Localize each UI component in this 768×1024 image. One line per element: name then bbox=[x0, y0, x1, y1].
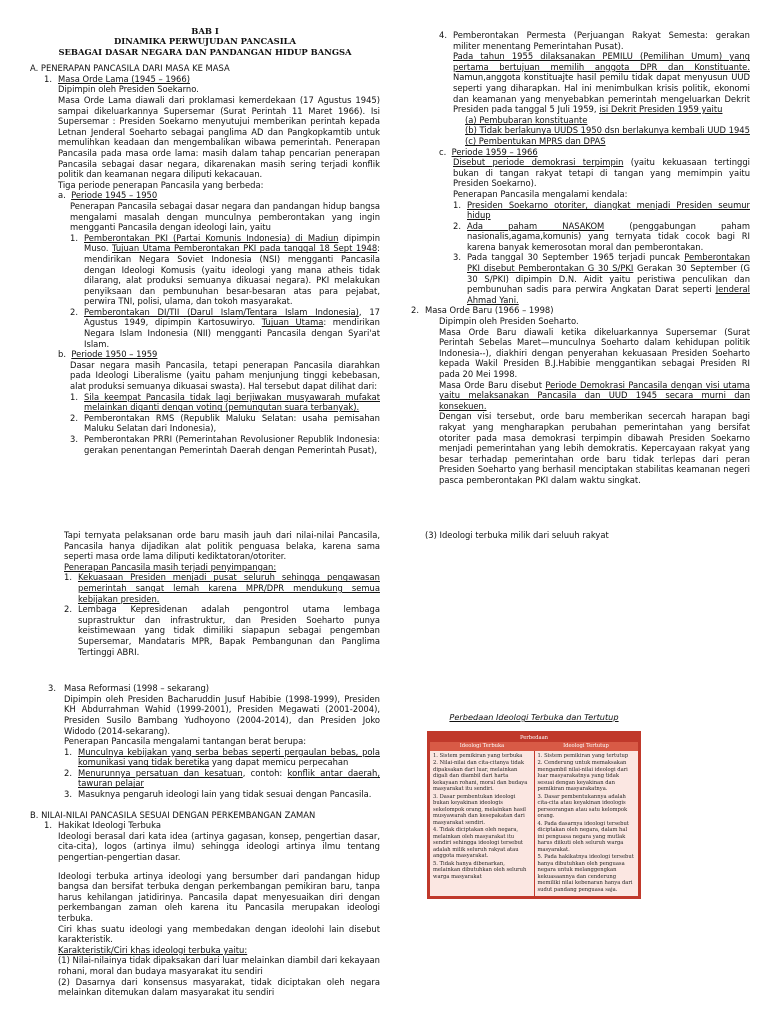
section-title-reformasi: Masa Reformasi (1998 – sekarang) bbox=[64, 683, 210, 694]
page-1 bbox=[0, 0, 768, 504]
list-item: 1. Sila keempat Pancasila tidak lagi berjiwakan musyawarah mufakat melainkan diganti dengan voting (pemungutan suara terbanyak). 2. Pemberontakan RMS (Republik Maluku Selatan: usaha pemisahan Maluku Selatan dari Indonesia), 3. Pemberontakan PRRI (Pemerintahan Revolusioner Republik Indonesia: gerakan penentangan Pemerintah Daerah dengan Pemerintah Pusat), bbox=[70, 391, 380, 455]
paragraph: Masa Orde Baru disebut Periode Demokrasi Pancasila dengan visi utama yaitu melaksanakan Pancasila dan UUD 1945 secara murni dan konsekuen. bbox=[439, 379, 750, 411]
paragraph: Penerapan Pancasila mengalami kendala: bbox=[453, 188, 628, 199]
section-title-orde-lama: Masa Orde Lama (1945 – 1966) bbox=[58, 73, 190, 84]
list-item: 3. Masa Reformasi (1998 – sekarang) bbox=[48, 683, 210, 694]
chapter-title-line1: DINAMIKA PERWUJUDAN PANCASILA bbox=[114, 36, 296, 47]
paragraph: Karakteristik/Ciri khas ideologi terbuka yaitu: bbox=[58, 944, 248, 955]
column-closed: 1. Sistem pemikiran yang tertutup 2. Cenderung untuk memaksakan mengambil nilai-nilai ideologi dari luar masyarakatnya yang tidak sesuai dengan keyakinan dan pemikiran masyarakatnya. 3. Dasar pembentukannya adalah cita-cita atau keyakinan ideologis perseorangan atau satu kelompok orang. 4. Pada dasarnya ideologi tersebut diciptakan oleh negara, dalam hal ini penguasa negara yang mutlak harus diikuti oleh seluruh warga masyarakat. 5. Pada hakikatnya ideologi tersebut hanya dibutuhkan oleh penguasa negara untuk melanggengkan kekuasaannya dan cenderung memiliki nilai kebenaran hanya dari sudut pandang penguasa saja. bbox=[537, 752, 634, 893]
page2-left-column bbox=[30, 530, 380, 998]
list-item: 1. Presiden Soekarno otoriter, diangkat menjadi Presiden seumur hidup 2. Ada paham NASAKOM (penggabungan paham nasionalis,agama,komunis) yang ternyata tidak cocok bagi RI karena banyak kemerosotan moral dan pemberontakan. 3. Pada tanggal 30 September 1965 terjadi puncak Pemberontakan PKI disebut Pemberontakan G 30 S/PKI Gerakan 30 September (G 30 S/PKI) dipimpin D.N. Aidit yaitu peristiwa penculikan dan pembunuhan sadis para perwira Angkatan Darat seperti Jenderal Ahmad Yani. bbox=[453, 199, 751, 305]
chapter-label: BAB I bbox=[191, 26, 219, 36]
table bbox=[427, 731, 641, 900]
hakikat-title: Hakikat Ideologi Terbuka bbox=[58, 820, 161, 831]
ideology-comparison-table bbox=[427, 712, 641, 899]
page1-right-column bbox=[411, 30, 751, 486]
paragraph: Tiga periode penerapan Pancasila yang berbeda: bbox=[58, 179, 264, 190]
list-item: (1) Nilai-nilainya tidak dipaksakan dari luar melainkan diambil dari kekayaan rohani, moral dan budaya masyarakat itu sendiri bbox=[58, 955, 380, 976]
paragraph: Disebut periode demokrasi terpimpin (yaitu kekuasaan tertinggi bukan di tangan rakyat tetapi di tangan yang memimpin yaitu Presiden Soekarno). bbox=[453, 157, 750, 189]
table-title: Perbedaan Ideologi Terbuka dan Tertutup bbox=[449, 712, 619, 722]
column-header-closed: Ideologi Tertutup bbox=[563, 743, 609, 750]
decree-item: (b) Tidak berlakunya UUDS 1950 dsn berlakunya kembali UUD 1945 bbox=[465, 125, 750, 136]
list-item: 1. Munculnya kebijakan yang serba bebas seperti pergaulan bebas, pola komunikasi yang tidak beretika yang dapat memicu perpecahan 2. Menurunnya persatuan dan kesatuan, contoh: konflik antar daerah, tawuran pelajar 3. Masuknya pengaruh ideologi lain yang tidak sesuai dengan Pancasila. bbox=[64, 746, 380, 800]
paragraph: Dipimpin oleh Presiden Bacharuddin Jusuf Habibie (1998-1999), Presiden KH Abdurrahman Wahid (1999-2001), Presiden Megawati (2001-2004), Presiden Susilo Bambang Yudhoyono (2004-2014), dan Presiden Joko Widodo (2014-sekarang). bbox=[64, 693, 380, 736]
paragraph: Ideologi berasal dari kata idea (artinya gagasan, konsep, pengertian dasar, cita-cita), logos (artinya ilmu) sehingga ideologi artinya ilmu tentang pengertian-pengertian dasar. bbox=[58, 830, 380, 863]
column-header-open: Ideologi Terbuka bbox=[459, 743, 505, 750]
page1-left-column bbox=[30, 26, 380, 455]
list-item: 4. Pemberontakan Permesta (Perjuangan Rakyat Semesta: gerakan militer menentang Pemerintahan Pusat). bbox=[439, 30, 750, 51]
column-open: 1. Sistem pemikiran yang terbuka 2. Nilai-nilai dan cita-citanya tidak dipaksakan dari luar, melainkan digali dan diambil dari harta kekayaan rohani, moral dan budaya masyarakat itu sendiri. 3. Dasar pembentukan ideologi bukan keyakinan ideologis sekelompok orang, melainkan hasil musyawarah dan kesepakatan dari masyarakat sendiri. 4. Tidak diciptakan oleh negara, melainkan oleh masyarakat itu sendiri sehingga ideologi tersebut adalah milik seluruh rakyat atau anggota masyarakat. 5. Tidak hanya dibenarkan, melainkan dibutuhkan oleh seluruh warga masyarakat bbox=[430, 751, 535, 897]
period-title: Periode 1959 – 1966 bbox=[451, 146, 538, 157]
list-item: c. Periode 1959 – 1966 bbox=[439, 146, 538, 157]
paragraph: Masa Orde Lama diawali dari proklamasi kemerdekaan (17 Agustus 1945) sampai dikeluarkannya Supersemar (Surat Perintah 11 Maret 1966). Isi Supersemar : Presiden Soekarno menyutujui memberikan perintah kepada Letnan Jenderal Soeharto sebagai panglima AD dan Pangkopkamtib untuk memulihkan keadaan dan mengembalikan wibawa pemerintah. Penerapan Pancasila pada masa orde lama: masih dalam tahap pencarian penerapan Pancasila sebagai dasar negara, dikarenakan masih sering terjadi konflik politik dan keamanan negara diliputi kekacauan. bbox=[58, 95, 380, 180]
paragraph: Dipimpin oleh Presiden Soeharto. bbox=[439, 316, 579, 327]
paragraph: Tapi ternyata pelaksanan orde baru masih jauh dari nilai-nilai Pancasila, Pancasila hanya dijadikan alat politik penguasa belaka, karena sama seperti masa orde lama diliputi kediktatoran/otoriter. bbox=[64, 530, 380, 562]
paragraph: Dipimpin oleh Presiden Soekarno. bbox=[58, 84, 199, 95]
list-item: 2. Masa Orde Baru (1966 – 1998) bbox=[411, 305, 554, 316]
list-item: (2) Dasarnya dari konsensus masyarakat, tidak diciptakan oleh negara melainkan ditemukan dalam masyarakat itu sendiri bbox=[58, 976, 380, 998]
list-item: 1. Pemberontakan PKI (Partai Komunis Indonesia) di Madiun dipimpin Muso. Tujuan Utama Pemberontakan PKI pada tanggal 18 Sept 1948: mendirikan Negara Soviet Indonesia (NSI) mengganti Pancasila dengan Ideologi Komusis (yaitu ideologi yang mana atheis tidak dilarang, alat produksi semuanya dikuasai negara). PKI melakukan penyiksaan dan pembunuhan besar-besaran atas para pejabat, perwira TNI, polisi, ulama, dan tokoh masyarakat. 2. Pemberontakan DI/TII (Darul Islam/Tentara Islam Indonesia), 17 Agustus 1949, dipimpin Kartosuwiryo. Tujuan Utama: mendirikan Negara Islam Indonesia (NII) mengganti Pancasila dengan Syari'at Islam. bbox=[70, 232, 381, 349]
paragraph: Ideologi terbuka artinya ideologi yang bersumber dari pandangan hidup bangsa dan bersifat terbuka dengan perkembangan pemikiran baru, tanpa harus kehilangan jatidirinya. Pancasila dapat menyesuaikan diri dengan perkembangan zaman oleh karena itu Pancasila merupakan ideologi terbuka. bbox=[58, 870, 380, 923]
table-column-headers bbox=[430, 742, 638, 751]
table-header: Perbedaan bbox=[430, 734, 638, 743]
section-a-heading: A. PENERAPAN PANCASILA DARI MASA KE MASA bbox=[30, 63, 230, 74]
section-b-heading: B. NILAI-NILAI PANCASILA SESUAI DENGAN PERKEMBANGAN ZAMAN bbox=[30, 809, 316, 820]
page-separator bbox=[0, 504, 768, 520]
table-row bbox=[430, 751, 638, 897]
page-2 bbox=[0, 520, 768, 1024]
paragraph: Masa Orde Baru diawali ketika dikeluarkannya Supersemar (Surat Perintah Sebelas Maret—munculnya Soeharto dalam kehidupan politik Indonesia--), diakhiri dengan penyerahan kekuasaan Presiden Soeharto kepada Wakil Presiden B.J.Habibie menggantikan sebagai Presiden RI pada 20 Mei 1998. bbox=[439, 326, 750, 379]
decree-item: (a) Pembubaran konstituante bbox=[465, 114, 588, 125]
list-item: (3) Ideologi terbuka milik dari seluuh rakyat bbox=[425, 530, 609, 540]
paragraph: Penerapan Pancasila masih terjadi penyimpangan: bbox=[64, 561, 277, 572]
paragraph: Dasar negara masih Pancasila, tetapi penerapan Pancasila diarahkan pada Ideologi Liberalisme (yaitu paham menjunjung tinggi kebebasan, alat produksi semuanya dikuasai swasta). Hal tersebut dapat dilihat dari: bbox=[70, 359, 380, 392]
list-item: 1. Hakikat Ideologi Terbuka bbox=[44, 820, 161, 831]
paragraph: Pada tahun 1955 dilaksanakan PEMILU (Pemilihan Umum) yang pertama bertujuan memilih anggota DPR dan Konstituante. Namun,anggota konstituajte hasil pemilu tidak dapat menyusun UUD seperti yang diharapkan. Hal ini menimbulkan krisis politik, ekonomi dan keamanan yang menyebabkan pemerintah mengeluarkan Dekrit Presiden pada tanggal 5 Juli 1959, isi Dekrit Presiden 1959 yaitu bbox=[453, 51, 750, 115]
period-title: Periode 1950 – 1959 bbox=[71, 349, 158, 360]
chapter-title-line2: SEBAGAI DASAR NEGARA DAN PANDANGAN HIDUP BANGSA bbox=[58, 46, 352, 57]
decree-item: (c) Pembentukan MPRS dan DPAS bbox=[465, 135, 606, 146]
section-title-orde-baru: Masa Orde Baru (1966 – 1998) bbox=[425, 305, 554, 316]
paragraph: Penerapan Pancasila sebagai dasar negara dan pandangan hidup bangsa mengalami masalah dengan munculnya pemberontakan yang ingin mengganti Pancasila dengan ideologi lain, yaitu bbox=[70, 200, 380, 233]
paragraph: Dengan visi tersebut, orde baru memberikan secercah harapan bagi rakyat yang mengharapkan perubahan pemerintahan yang bersifat otoriter pada masa demokrasi terpimpin dibawah Presiden Soekarno menjadi pemerintahan yang lebih demokratis. Kepercayaan rakyat yang besar terhadap pemerintahan orde baru tidak terlepas dari peran Presiden Soeharto yang berhasil menciptakan stabilitas keamanan negeri pasca pemberontakan PKI dalam waktu singkat. bbox=[439, 411, 750, 485]
period-title: Periode 1945 – 1950 bbox=[71, 190, 158, 201]
page2-right-column bbox=[425, 530, 750, 541]
paragraph: Ciri khas suatu ideologi yang membedakan dengan ideolohi lain disebut karakteristik. bbox=[58, 923, 380, 945]
list-item: b. Periode 1950 – 1959 bbox=[58, 349, 158, 360]
list-item: 1. Kekuasaan Presiden menjadi pusat seluruh sehingga pengawasan pemerintah sangat lemah karena MPR/DPR mendukung semua kebijakan presiden. 2. Lembaga Kepresidenan adalah pengontrol utama lembaga suprastruktur dan infrastruktur, dan Presiden Soeharto punya keistimewaan yang tidak dimiliki siapapun sebagai pengemban Supersemar, Mandataris MPR, Bapak Pembangunan dan Panglima Tertinggi ABRI. bbox=[64, 572, 380, 657]
list-item: a. Periode 1945 – 1950 bbox=[58, 190, 158, 201]
paragraph: Penerapan Pancasila mengalami tantangan berat berupa: bbox=[64, 736, 307, 747]
list-item: 1. Masa Orde Lama (1945 – 1966) bbox=[44, 73, 190, 84]
